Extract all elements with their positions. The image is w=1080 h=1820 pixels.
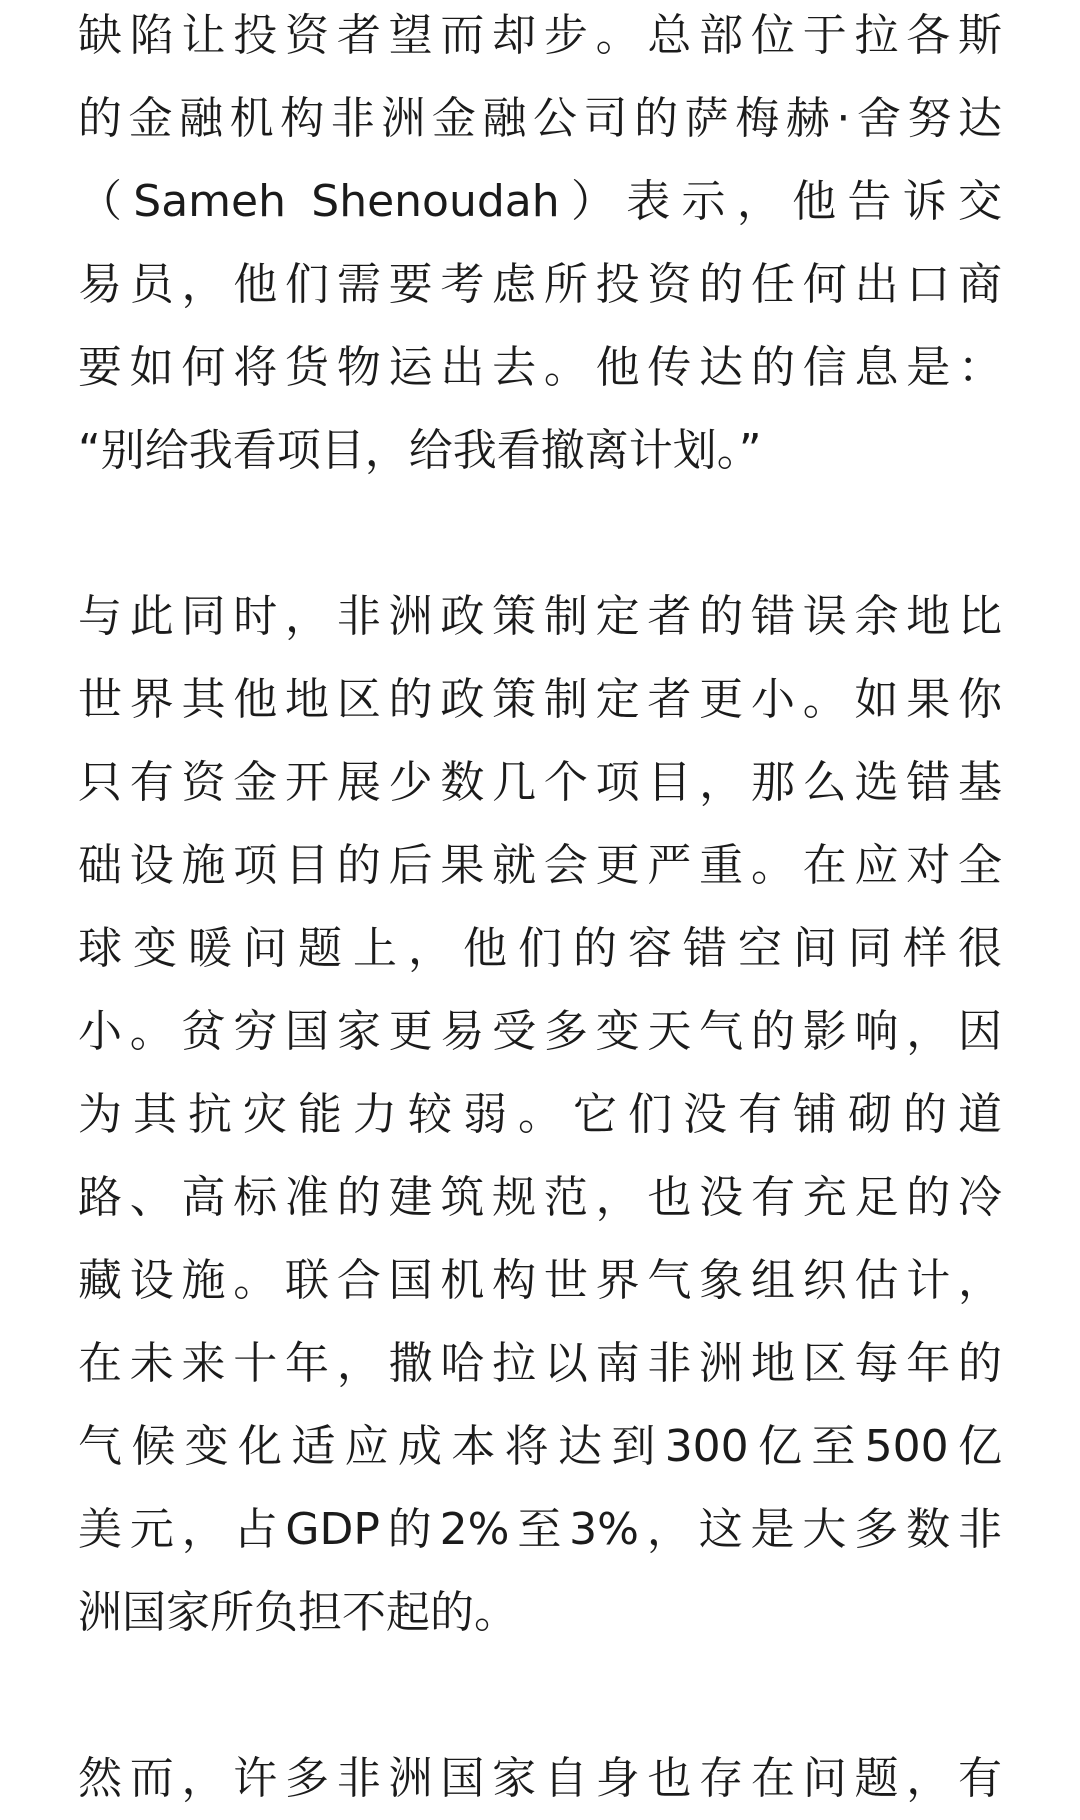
text-line: 小。贫穷国家更易受多变天气的影响，因 [78, 1006, 1002, 1057]
text-line: 础设施项目的后果就会更严重。在应对全 [78, 840, 1002, 891]
paragraph-3 [78, 1737, 1002, 1820]
text-line: 缺陷让投资者望而却步。总部位于拉各斯 [78, 10, 1002, 61]
text-line: 藏设施。联合国机构世界气象组织估计， [78, 1255, 1002, 1306]
text-line: “别给我看项目，给我看撤离计划。” [78, 425, 762, 476]
paragraph-2 [78, 575, 1002, 1654]
text-line: 只有资金开展少数几个项目，那么选错基 [78, 757, 1002, 808]
text-line: 为其抗灾能力较弱。它们没有铺砌的道 [78, 1089, 1002, 1140]
text-line: 路、高标准的建筑规范，也没有充足的冷 [78, 1172, 1002, 1223]
article-body [78, 0, 1002, 1820]
paragraph-1 [78, 0, 1002, 492]
paragraph-spacer [78, 492, 1002, 575]
text-line: 气候变化适应成本将达到300亿至500亿 [78, 1421, 1002, 1472]
text-line: 球变暖问题上，他们的容错空间同样很 [78, 923, 1002, 974]
text-line: 易员，他们需要考虑所投资的任何出口商 [78, 259, 1002, 310]
text-line: 要如何将货物运出去。他传达的信息是： [78, 342, 1002, 393]
text-line: 在未来十年，撒哈拉以南非洲地区每年的 [78, 1338, 1002, 1389]
text-line: 与此同时，非洲政策制定者的错误余地比 [78, 591, 1002, 642]
text-line: 然而，许多非洲国家自身也存在问题，有 [78, 1753, 1002, 1804]
text-line: 的金融机构非洲金融公司的萨梅赫·舍努达 [78, 93, 1002, 144]
paragraph-spacer [78, 1654, 1002, 1737]
text-line: （Sameh Shenoudah）表示，他告诉交 [78, 176, 1002, 227]
text-line: 世界其他地区的政策制定者更小。如果你 [78, 674, 1002, 725]
text-line: 美元，占GDP的2%至3%，这是大多数非 [78, 1504, 1002, 1555]
text-line: 洲国家所负担不起的。 [78, 1587, 518, 1638]
